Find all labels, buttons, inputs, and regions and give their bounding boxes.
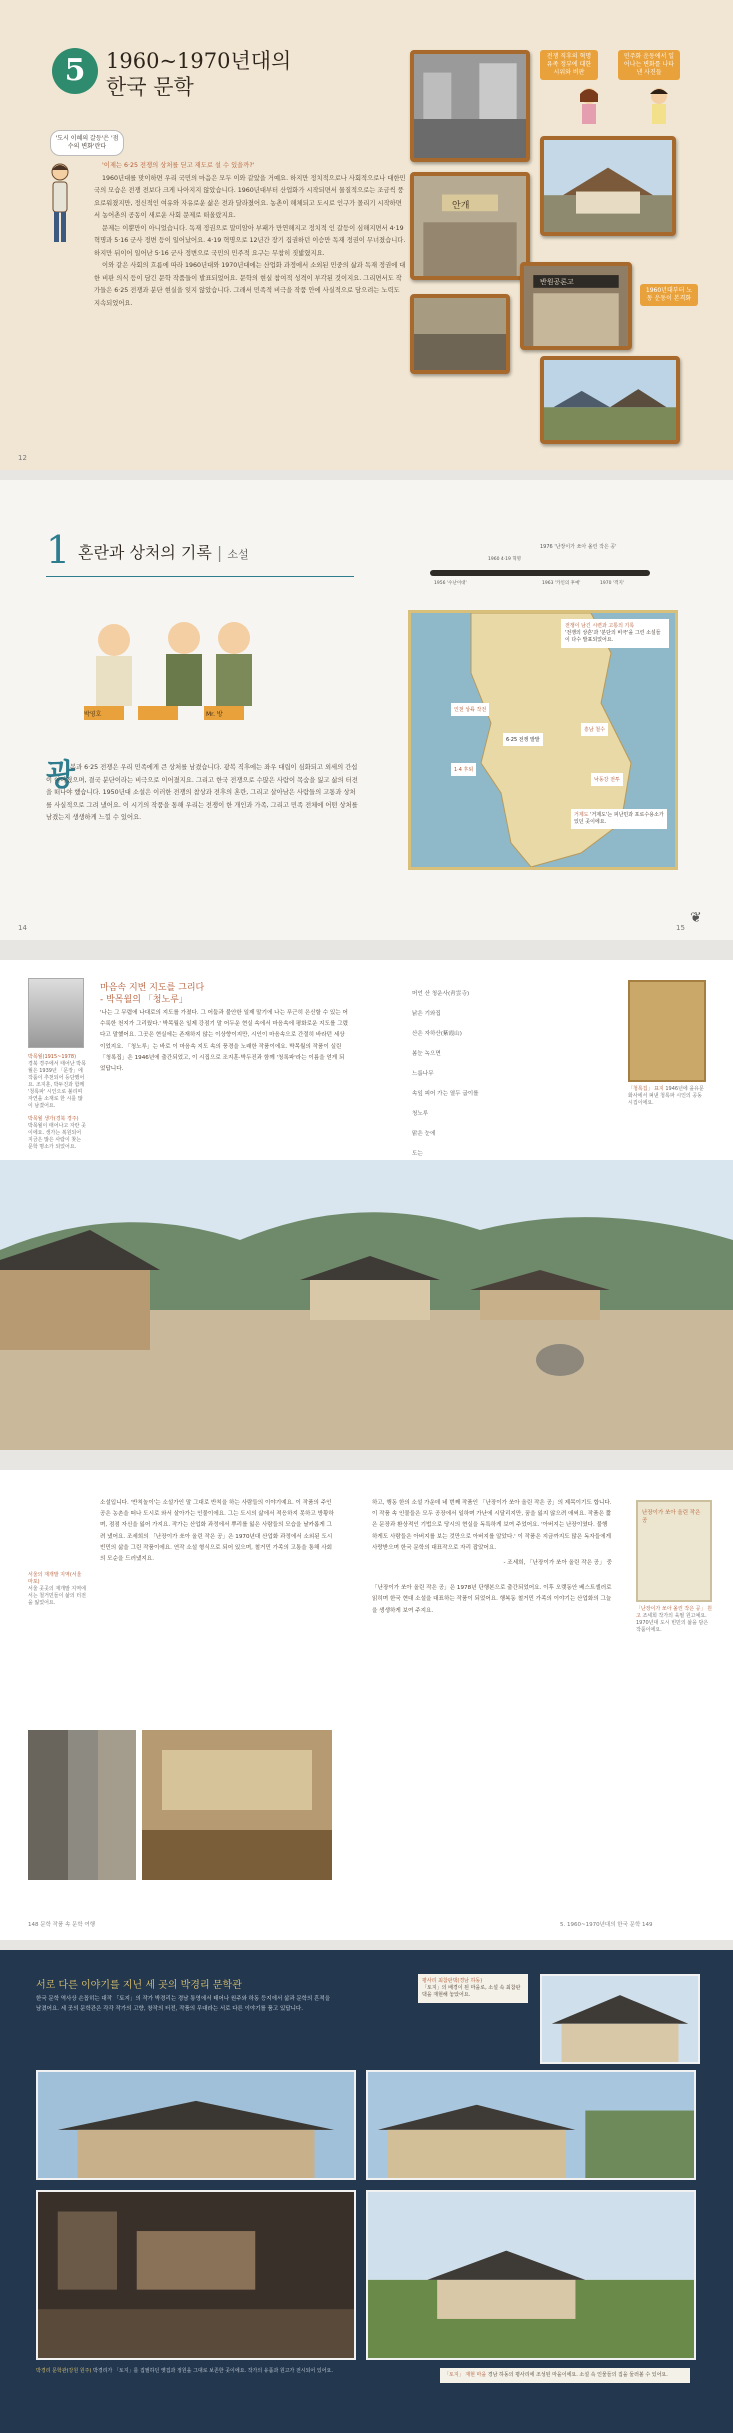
article-column-2 [372, 1498, 612, 1617]
book-caption-text: 1946년에 을유문화사에서 펴낸 청록파 시인의 공동 시집이에요. [628, 1086, 704, 1106]
manuscript-caption [636, 1606, 714, 1634]
museum-caption-2 [36, 2368, 346, 2375]
section-title-text: 혼란과 상처의 기록 [78, 543, 212, 562]
poem-line: 속잎 피어 가는 열두 굽이를 [412, 1091, 479, 1097]
timeline-item-2: 1960 4·19 혁명 [488, 557, 522, 562]
photo-tag-3: 1960년대부터 노동 운동이 본격화 [640, 284, 698, 306]
footer-right [560, 1920, 653, 1928]
poem-line: 청노루 [412, 1111, 429, 1117]
sign-text-2: 반원공론고 [540, 278, 574, 286]
chapter-title [106, 48, 306, 100]
redevelop-caption-text: 서울 곳곳의 재개발 지역에서는 철거민들이 삶의 터전을 잃었어요. [28, 1586, 86, 1606]
museum-caption-1 [418, 1974, 528, 2003]
poem-line: 봄눈 녹으면 [412, 1051, 441, 1057]
section-title: 혼란과 상처의 기록 | 소설 [78, 543, 249, 562]
poem-body-text: '나는 그 무렵에 나대로의 지도를 가졌다. 그 어둡과 불안한 일제 말기에 나는 푸근히 은신할 수 있는 어수룩한 천지가 그리웠다.' 박목월은 일제 강점기 말 어두운 현실 속에서 마음속에 평화로운 지도를 그렸다고 말했어요. 그곳은 현실에는 존재하지 않는 이상향이지만, 시인이 마음속으로 간절히 바라던 세상이었지요. 「청노루」는 바로 이 마음속 지도 속의 풍경을 노래한 작품이에요. 박목월의 작품이 실린 「청록집」은 1946년에 출간되었고, 이 시집으로 조지훈·박두진과 함께 '청록파'라는 이름을 얻게 되었답니다. [100, 1010, 348, 1073]
poem-line: 느릅나무 [412, 1071, 434, 1077]
literature-museum-spread [0, 1950, 733, 2433]
section-number: 1 [46, 528, 71, 572]
novel-article-spread [0, 1470, 733, 1940]
poem-line: 도는 [412, 1151, 423, 1157]
poem-heading-2: - 박목월의 「청노루」 [100, 995, 188, 1005]
page-number-right: 15 [676, 924, 685, 932]
poem-line: 맑은 눈에 [412, 1131, 436, 1137]
article-column-2-text: 하고, 행동 한의 소설 가운데 네 번째 작품인 「난장이가 쏘아 올린 작은 공」의 제목이기도 합니다. 이 작품 속 인물들은 모두 공장에서 일하며 가난에 시달리지만, 꿈을 잃지 않으려 애써요. 작품은 짧은 문장과 환상적인 기법으로 당시의 현실을 독특하게 보여 주었어요. '아버지는 난장이였다. 불행하게도 사람들은 아버지를 보는 것만으로 아버지를 알았다.' 이 작품은 지금까지도 많은 독자들에게 사랑받으며 한국 문학의 대표작으로 자리 잡았어요. [372, 1500, 612, 1551]
photo-house [540, 136, 676, 236]
redevelop-caption [28, 1572, 86, 1607]
intro-paragraph-3: 이와 같은 사회의 흐름에 따라 1960년대와 1970년대에는 산업화 과정에서 소외된 민중의 삶과 독재 정권에 대한 비판 의식 등이 담긴 문학 작품들이 발표되었어요. 문학의 현실 참여적 성격이 부각된 것이지요. 그리면서도 작가들은 6·25 전쟁과 분단 현실을 잊지 않았습니다. 그래서 민족적 비극을 작품 안에 사실적으로 담으려는 노력도 지속되었어요. [94, 262, 406, 307]
sign-text: 안개 [452, 201, 470, 211]
photo-protest [410, 50, 530, 162]
map-label-retreat: 1·4 후퇴 [451, 763, 476, 776]
house-photo-1 [540, 1974, 700, 2064]
title-rule [46, 576, 354, 577]
poem-section-spread [0, 960, 733, 1450]
speech-bubble: '도시 이혜의 갈등'은 '점수의 변화'란다 [50, 130, 124, 156]
map-label-outbreak: 6·25 전쟁 발발 [503, 733, 543, 746]
house-photo-2 [36, 2070, 356, 2180]
poem-heading-1: 마음속 지번 지도를 그리다 [100, 983, 205, 993]
map-label-geoje: 거제도 [574, 812, 589, 818]
drop-cap: 광 [46, 758, 75, 793]
manuscript-caption-text: 조세희 작가의 육필 원고예요. 1970년대 도시 빈민의 삶을 담은 작품이에요. [636, 1613, 709, 1633]
poem-line: 머언 산 청운사(靑雲寺) [412, 991, 470, 997]
poem-heading [100, 982, 204, 1006]
museum-caption-2-title: 박경리 문학관(강원 원주) [36, 2368, 92, 2374]
section-subtitle: 소설 [227, 548, 249, 561]
page-number: 12 [18, 454, 27, 462]
interior-photo [36, 2190, 356, 2360]
museum-caption-3-text: 경남 하동의 평사리에 조성된 마을이에요. 소설 속 인물들의 집을 둘러볼 수 있어요. [487, 2372, 668, 2378]
footer-left [28, 1920, 95, 1928]
corner-ornament-icon: ❦ [690, 910, 702, 926]
museum-caption-3-title: 「토지」 재현 마을 [444, 2372, 487, 2378]
timeline-top: 1976 '난장이가 쏘아 올린 작은 공' [540, 544, 617, 550]
boy-illustration [46, 160, 74, 250]
map-note-box-2 [571, 809, 667, 829]
manuscript-heading: 난장이가 쏘아 올린 작은 공 [642, 1510, 701, 1524]
manuscript-image [636, 1500, 712, 1602]
timeline-item-1: 1956 '수난이대' [434, 581, 467, 586]
photo-market [410, 294, 510, 374]
footer-text-left: 문학 작품 속 문학 여행 [40, 1922, 96, 1928]
section-body: 복과 6·25 전쟁은 우리 민족에게 큰 상처를 남겼습니다. 광복 직후에는 좌우 대립이 심화되고 외세의 간섭이 이어졌으며, 결국 분단이라는 비극으로 이어졌지요. 그리고 한국 전쟁으로 수많은 사람이 목숨을 잃고 삶의 터전을 떠나야 했습니다. 1950년대 소설은 이러한 전쟁의 참상과 전후의 혼란, 그리고 살아남은 사람들의 고통과 상처를 사실적으로 그려 냈어요. 이 시기의 작품을 통해 우리는 전쟁이 한 개인과 가족, 그리고 민족 전체에 어떤 상처를 남겼는지 생생하게 느낄 수 있어요. [46, 764, 358, 821]
novel-section-spread [0, 480, 733, 940]
house-caption-title: 박목월 생가(경북 경주) [28, 1116, 79, 1122]
map-note-box-1 [561, 619, 669, 648]
book-caption [628, 1086, 708, 1107]
photo-village [540, 356, 680, 444]
photo-sign [410, 172, 530, 280]
character-label-2: Mr. 방 [206, 711, 223, 718]
author-caption-text: 경북 경주에서 태어난 박목월은 1939년 「문장」에 작품이 추천되어 등단했어요. 조지훈, 박두진과 함께 '청록파' 시인으로 불리며 자연을 소재로 한 시를 많이 남겼어요. [28, 1061, 86, 1109]
timeline-item-4: 1970 '객지' [600, 581, 625, 586]
museum-caption-3 [440, 2368, 690, 2383]
article-column-1: 소설입니다. '반칙놀이'는 소설가인 말 그대로 반칙을 하는 사람들의 이야기예요. 이 작품의 주인공은 농촌을 떠나 도시로 와서 살아가는 인물이에요. 그는 도시의 삶에서 적응하지 못하고 방황하며, 점점 자신을 잃어 가지요. 작가는 산업화 과정에서 뿌리를 잃은 사람들의 모습을 날카롭게 그려 냈어요. 조세희의 「난장이가 쏘아 올린 작은 공」은 1970년대 산업화 과정에서 소외된 도시 빈민의 삶을 그린 작품이에요. 연작 소설 형식으로 되어 있으며, 철거민 가족의 고통을 통해 사회의 모순을 드러냈지요. [100, 1500, 334, 1563]
garden-photo [366, 2190, 696, 2360]
poem-line: 낡은 기와집 [412, 1011, 441, 1017]
museum-caption-1-title: 평사리 최참판댁(경남 하동) [422, 1978, 483, 1984]
alley-photo [28, 1730, 136, 1880]
poem-line: 산은 자하산(紫霞山) [412, 1031, 462, 1037]
map-label-hungnam: 흥남 철수 [581, 723, 608, 736]
timeline [430, 544, 650, 604]
chapter-badge: 5 [52, 48, 98, 94]
museum-intro: 한국 문학 역사상 손꼽히는 대작 「토지」의 작가 박경리는 경남 통영에서 태어나 원주와 하동 등지에서 삶과 문학의 흔적을 남겼어요. 세 곳의 문학관은 각각 작가의 고향, 창작의 터전, 작품의 무대라는 서로 다른 이야기를 품고 있답니다. [36, 1996, 331, 2012]
manuscript-caption-title: 「난장이가 쏘아 올린 작은 공」 원고 [636, 1606, 712, 1619]
quote-source: - 조세희, 「난장이가 쏘아 올린 작은 공」 중 [503, 1560, 612, 1567]
girl-illustration [574, 86, 604, 126]
museum-caption-1-text: 「토지」의 배경이 된 마을로, 소설 속 최참판댁을 재현해 놓았어요. [422, 1985, 521, 1998]
title-line-2: 한국 문학 [106, 75, 194, 99]
intro-body [94, 160, 406, 310]
photo-tag-1: 전쟁 직후의 혁명 유족 정부에 대한 시위와 비판 [540, 50, 598, 80]
soldiers-illustration [74, 610, 264, 740]
article-column-3-text: 「난장이가 쏘아 올린 작은 공」은 1978년 단행본으로 출간되었어요. 이후 오랫동안 베스트셀러로 읽히며 한국 현대 소설을 대표하는 작품이 되었어요. 행복동 철거민 가족의 이야기는 산업화의 그늘을 생생하게 보여 주지요. [372, 1585, 612, 1614]
map-label-nakdong: 낙동강 전투 [591, 773, 623, 786]
character-label-1: 박영호 [84, 711, 102, 718]
map-note-title: 전쟁이 남긴 시련과 고통의 기록 [565, 623, 635, 629]
photo-station [520, 262, 632, 350]
author-caption-title: 박목월(1915~1978) [28, 1054, 77, 1060]
redevelop-caption-title: 서울의 재개발 지역(서울 마포) [28, 1572, 82, 1585]
intro-paragraph-1: 1960년대를 맞이하면 우리 국민의 마음은 모두 이와 같았을 거예요. 하지만 정치적으로나 사회적으로나 대한민국의 모습은 전쟁 전보다 크게 나아지지 않았습니다. 1960년대부터 산업화가 시작되면서 물질적으로는 조금씩 풍요로워졌지만, 정신적인 여유와 자유로운 삶은 전과 달라졌어요. 농촌이 해체되고 도시로 인구가 몰리기 시작하면서 농어촌의 공동이 새로운 사회 문제로 떠올랐지요. [94, 174, 406, 219]
chapter-intro-spread [0, 0, 733, 470]
footer-page-right: 149 [642, 1922, 653, 1928]
intro-paragraph-2: 문제는 이뿐만이 아니었습니다. 독재 정권으로 말미암아 부패가 만연해지고 정치적 인 갈등이 심해지면서 4·19 혁명과 5·16 군사 정변 등이 일어났어요. 4·19 혁명으로 12년간 장기 집권하던 이승만 독재 정권이 무너졌습니다. 하지만 뒤이어 일어난 5·16 군사 정변으로 국민의 민주적 요구는 무참히 짓밟혔지요. [94, 224, 406, 257]
map-note-1: '전쟁의 상흔'과 '분단의 비극'을 그린 소설들이 다수 발표되었어요. [565, 630, 661, 643]
book-caption-title: 「청록집」 표지 [628, 1086, 664, 1092]
timeline-bar [430, 570, 650, 576]
war-map [408, 610, 678, 870]
footer-page-left: 148 [28, 1922, 39, 1928]
author-portrait [28, 978, 84, 1048]
book-cover [628, 980, 706, 1082]
birthplace-panorama [0, 1160, 733, 1450]
page-number-left: 14 [18, 924, 27, 932]
map-note-2: '거제도'는 피난민과 포로수용소가 있던 곳이에요. [574, 812, 664, 825]
photo-tag-2: 민주화 운동에서 일어나는 변화를 나타낸 사진들 [618, 50, 680, 80]
intro-lead: '이제는 6·25 전쟁의 상처를 딛고 재도로 설 수 있을까?' [102, 162, 255, 169]
house-photo-3 [366, 2070, 696, 2180]
map-label-incheon: 인천 상륙 작전 [451, 703, 489, 716]
author-caption [28, 1054, 86, 1151]
title-line-1: 1960~1970년대의 [106, 49, 292, 73]
footer-text-right: 5. 1960~1970년대의 한국 문학 [560, 1922, 641, 1928]
woman-illustration [644, 86, 674, 126]
room-photo [142, 1730, 332, 1880]
museum-caption-2-text: 박경리가 「토지」를 집필하던 옛집과 정원을 그대로 보존한 곳이에요. 작가의 유품과 원고가 전시되어 있어요. [92, 2368, 333, 2374]
timeline-item-3: 1963 '카인의 후예' [542, 581, 581, 586]
house-caption-text: 박목월이 태어나고 자란 곳이에요. 생가는 복원되어 지금은 많은 사람이 찾는 문학 명소가 되었어요. [28, 1123, 86, 1150]
museum-heading: 서로 다른 이야기를 지닌 세 곳의 박경리 문학관 [36, 1980, 242, 1991]
